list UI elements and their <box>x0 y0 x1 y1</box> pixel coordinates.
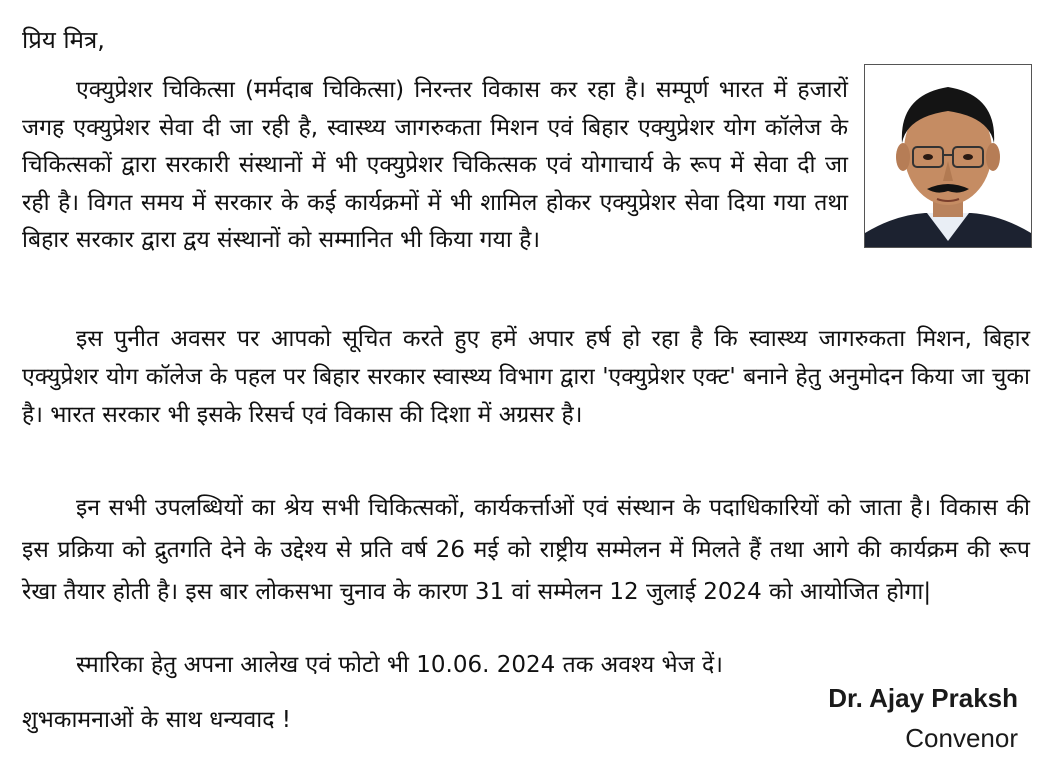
letter-paragraph-3: इन सभी उपलब्धियों का श्रेय सभी चिकित्सकों, कार्यकर्त्ताओं एवं संस्थान के पदाधिकारियों को जाता है। विकास की इस प्रक्रिया को द्रुतगति देने के उद्देश्य से प्रति वर्ष 26 मई को राष्ट्रीय सम्मेलन में मिलते हैं तथा आगे की कार्यक्रम की रूप रेखा तैयार होती है। इस बार लोकसभा चुनाव के कारण 31 वां सम्मेलन 12 जुलाई 2024 को आयोजित होगा| <box>22 495 1030 605</box>
signature-name: Dr. Ajay Praksh <box>828 683 1018 713</box>
letter-paragraph-1: एक्युप्रेशर चिकित्सा (मर्मदाब चिकित्सा) निरन्तर विकास कर रहा है। सम्पूर्ण भारत में हजारों जगह एक्युप्रेशर सेवा दी जा रही है, स्वास्थ्य जागरुकता मिशन एवं बिहार एक्युप्रेशर योग कॉलेज के चिकित्सकों द्वारा सरकारी संस्थानों में भी एक्युप्रेशर चिकित्सक एवं योगाचार्य के रूप में सेवा दी जा रही है। विगत समय में सरकार के कई कार्यक्रमों में भी शामिल होकर एक्युप्रेशर सेवा दिया गया तथा बिहार सरकार द्वारा द्वय संस्थानों को सम्मानित भी किया गया है। <box>22 77 848 253</box>
letter-paragraph-2: इस पुनीत अवसर पर आपको सूचित करते हुए हमें अपार हर्ष हो रहा है कि स्वास्थ्य जागरुकता मिशन, बिहार एक्युप्रेशर योग कॉलेज के पहल पर बिहार सरकार स्वास्थ्य विभाग द्वारा 'एक्युप्रेशर एक्ट' बनाने हेतु अनुमोदन किया जा चुका है। भारत सरकार भी इसके रिसर्च एवं विकास की दिशा में अग्रसर है। <box>22 326 1030 428</box>
signature-title: Convenor <box>905 723 1018 753</box>
letter-closing: शुभकामनाओं के साथ धन्यवाद ! <box>22 707 291 733</box>
letter-greeting: प्रिय मित्र, <box>22 26 105 54</box>
author-photo <box>864 64 1032 248</box>
letter-paragraph-4: स्मारिका हेतु अपना आलेख एवं फोटो भी 10.06. 2024 तक अवश्य भेज दें। <box>76 652 723 678</box>
